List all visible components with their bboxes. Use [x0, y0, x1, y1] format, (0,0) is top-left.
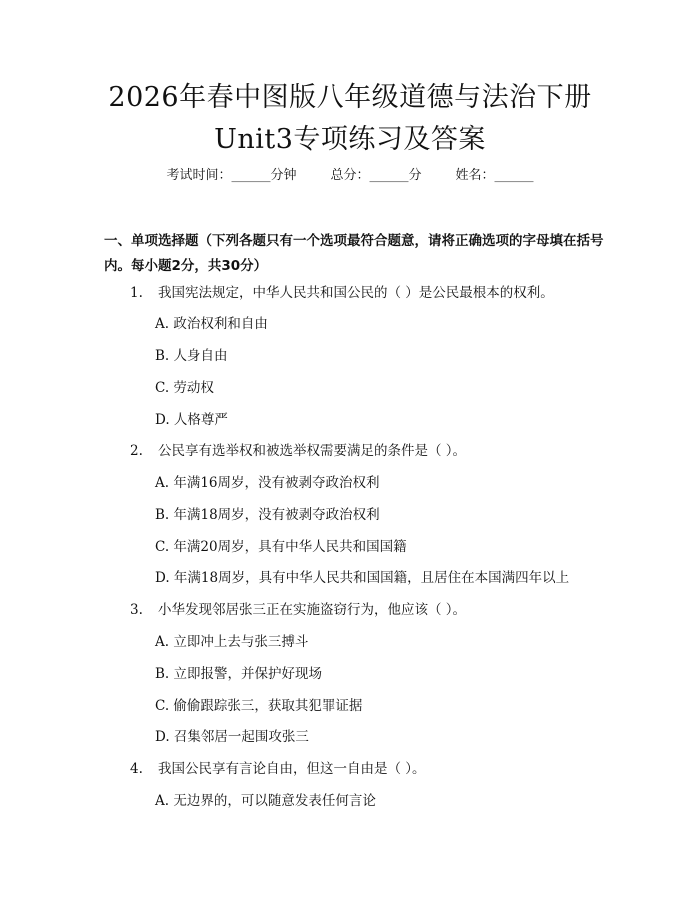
section-heading: 一、单项选择题（下列各题只有一个选项最符合题意，请将正确选项的字母填在括号内。每小题2分，共30分） — [104, 233, 604, 274]
question-text: 小华发现邻居张三正在实施盗窃行为，他应该（ ）。 — [158, 602, 467, 618]
question-number: 1. — [130, 285, 143, 301]
question-number: 4. — [130, 761, 143, 777]
question-1-option-d: D. 人格尊严 — [155, 412, 228, 428]
question-2-option-d: D. 年满18周岁，具有中华人民共和国国籍，且居住在本国满四年以上 — [155, 570, 570, 586]
question-2 — [130, 441, 600, 461]
question-3-option-d: D. 召集邻居一起围攻张三 — [155, 729, 309, 745]
document-title-line-2: Unit3专项练习及答案 — [214, 124, 486, 155]
question-3-option-b: B. 立即报警，并保护好现场 — [155, 666, 323, 682]
student-name: 姓名：______ — [455, 168, 534, 183]
question-number: 2. — [130, 443, 143, 459]
question-text: 公民享有选举权和被选举权需要满足的条件是（ ）。 — [158, 443, 467, 459]
question-1-option-c: C. 劳动权 — [155, 380, 214, 396]
exam-time: 考试时间：______分钟 — [166, 168, 297, 183]
question-3-option-c: C. 偷偷跟踪张三，获取其犯罪证据 — [155, 698, 363, 714]
question-number: 3. — [130, 602, 143, 618]
question-3-option-a: A. 立即冲上去与张三搏斗 — [155, 634, 309, 650]
exam-meta — [0, 166, 700, 186]
exam-score: 总分：______分 — [330, 168, 422, 183]
question-2-option-c: C. 年满20周岁，具有中华人民共和国国籍 — [155, 539, 407, 555]
question-text: 我国公民享有言论自由，但这一自由是（ ）。 — [158, 761, 426, 777]
question-1-option-b: B. 人身自由 — [155, 348, 228, 364]
question-1-option-a: A. 政治权利和自由 — [155, 316, 268, 332]
question-text: 我国宪法规定，中华人民共和国公民的（ ）是公民最根本的权利。 — [158, 285, 554, 301]
document-title-line-1: 2026年春中图版八年级道德与法治下册 — [108, 82, 592, 113]
question-2-option-b: B. 年满18周岁，没有被剥夺政治权利 — [155, 507, 380, 523]
question-1 — [130, 283, 600, 303]
question-4 — [130, 759, 600, 779]
question-3 — [130, 600, 600, 620]
question-2-option-a: A. 年满16周岁，没有被剥夺政治权利 — [155, 475, 380, 491]
question-4-option-a: A. 无边界的，可以随意发表任何言论 — [155, 793, 376, 809]
